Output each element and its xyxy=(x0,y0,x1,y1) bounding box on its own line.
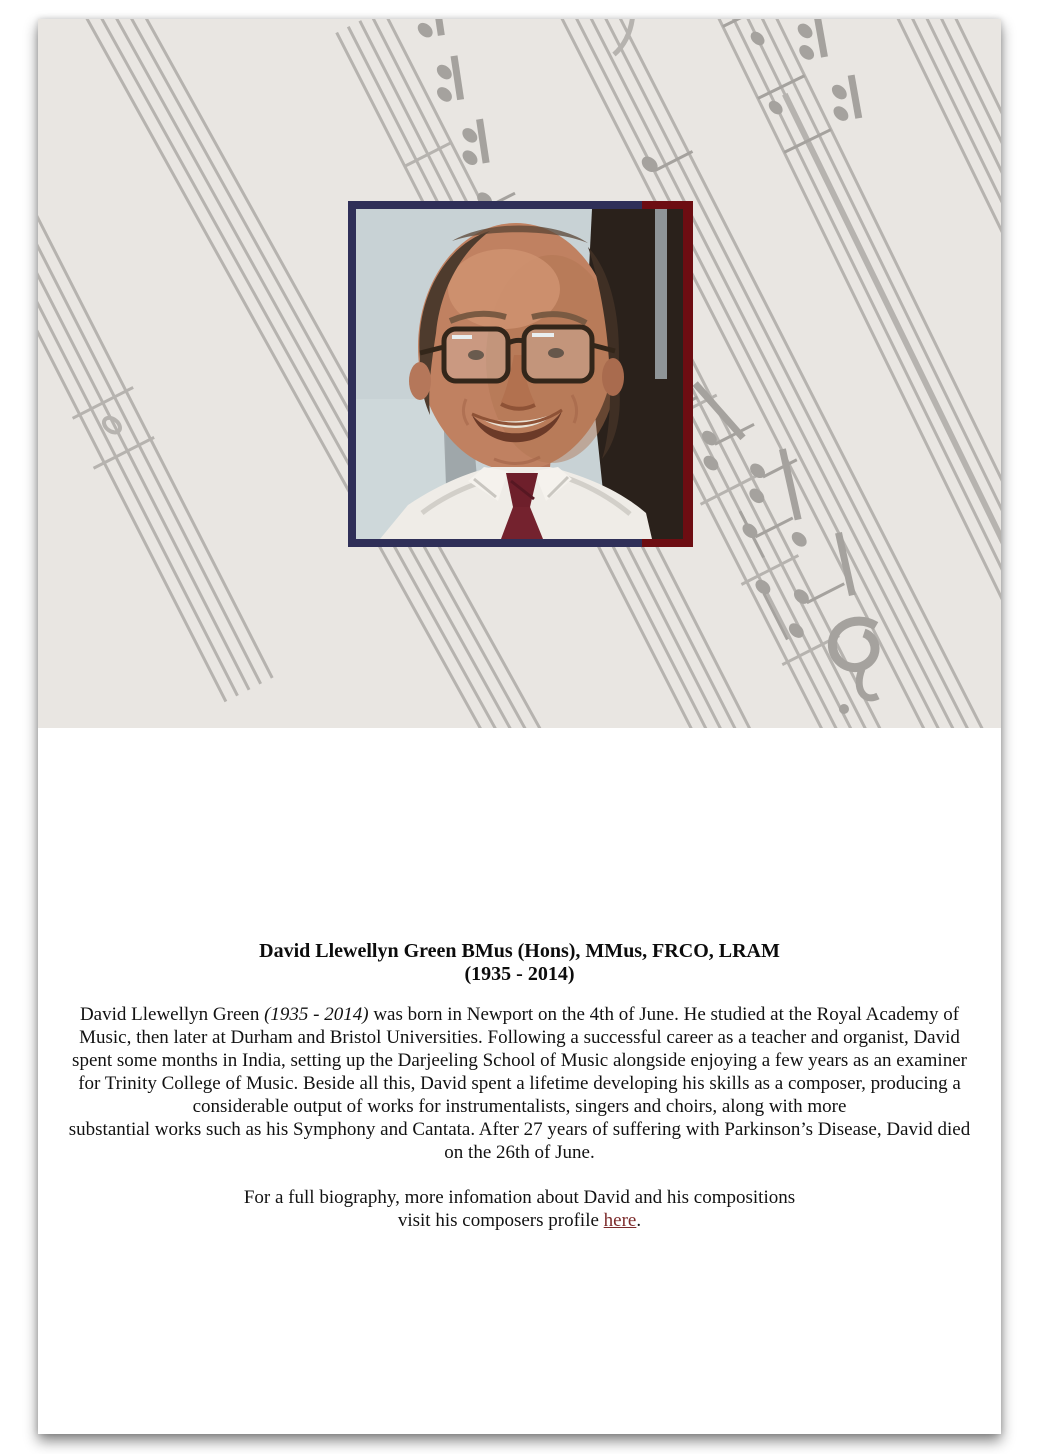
bio-line-5: considerable output of works for instrumentalists, singers and choirs, along with more xyxy=(192,1096,847,1117)
bio-text-pre: David Llewellyn Green xyxy=(79,1004,265,1025)
bio-line-1 xyxy=(38,1003,1001,1026)
footer-note xyxy=(38,1186,1001,1232)
bio-line-4: for Trinity College of Music. Beside all this, David spent a lifetime developing his skills as a composer, producing a xyxy=(78,1073,961,1094)
bio-line-2: Music, then later at Durham and Bristol Universities. Following a successful career as a teacher and organist, David xyxy=(79,1027,960,1048)
sheet-music-banner xyxy=(38,19,1001,728)
biography xyxy=(38,1003,1001,1164)
bio-years-italic: (1935 - 2014) xyxy=(264,1004,369,1025)
page-title xyxy=(38,728,1001,986)
content-section xyxy=(38,728,1001,1434)
clef-squiggle xyxy=(832,621,878,713)
composer-profile-link[interactable]: here xyxy=(603,1210,637,1231)
footer-text-suffix: . xyxy=(636,1210,642,1231)
title-line-2: (1935 - 2014) xyxy=(464,963,575,985)
footer-text-prefix: visit his composers profile xyxy=(397,1210,604,1231)
photo-frame xyxy=(348,201,693,547)
bio-line-6: substantial works such as his Symphony and Cantata. After 27 years of suffering with Parkinson’s Disease, David died xyxy=(68,1119,971,1140)
bio-line-3: spent some months in India, setting up the Darjeeling School of Music alongside enjoying a few years as an examiner xyxy=(72,1050,967,1071)
bio-text-post: was born in Newport on the 4th of June. He studied at the Royal Academy of xyxy=(368,1004,960,1025)
footer-line-1: For a full biography, more infomation about David and his compositions xyxy=(243,1187,796,1208)
footer-line-2 xyxy=(38,1209,1001,1232)
portrait-photo xyxy=(356,209,683,539)
page xyxy=(38,19,1001,1434)
bio-line-7: on the 26th of June. xyxy=(444,1142,595,1163)
title-line-1: David Llewellyn Green BMus (Hons), MMus, FRCO, LRAM xyxy=(259,940,780,962)
